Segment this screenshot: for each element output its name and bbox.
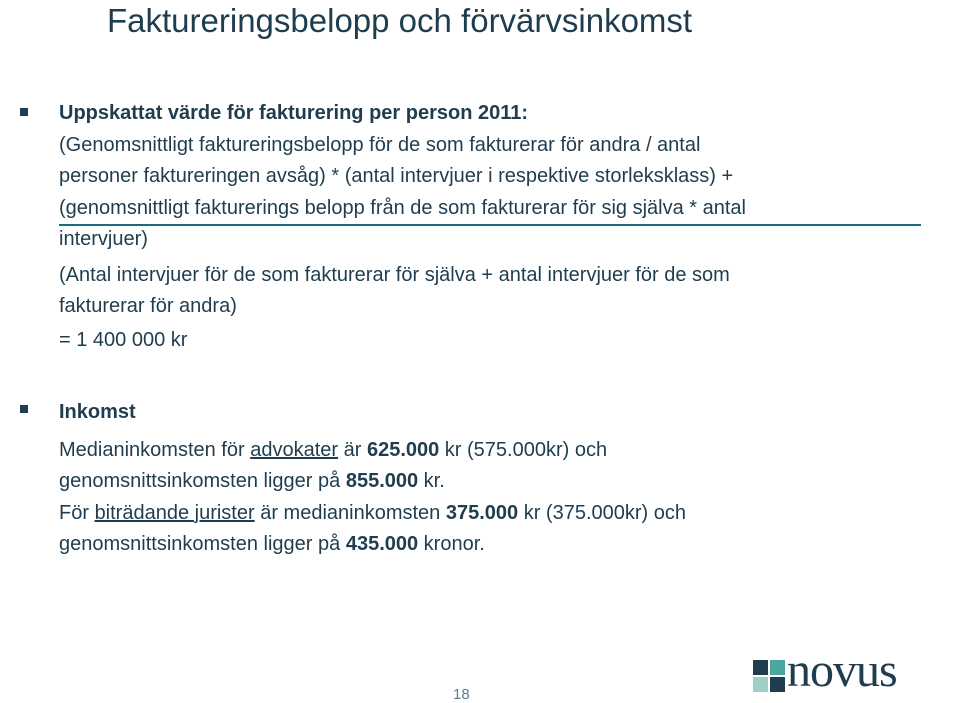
logo-text: novus <box>787 644 897 697</box>
novus-logo <box>753 644 958 697</box>
section-heading: Inkomst <box>59 401 136 423</box>
logo-squares-icon <box>753 660 789 694</box>
logo-square <box>770 660 785 675</box>
advokater-link[interactable]: advokater <box>250 438 339 461</box>
section-inkomst <box>59 397 686 561</box>
formula-denominator-line: (Antal intervjuer för de som fakturerar för själva + antal intervjuer för de som <box>59 263 730 286</box>
bullet-square-icon <box>20 108 28 116</box>
income-line: genomsnittsinkomsten ligger på 435.000 kronor. <box>59 533 485 555</box>
section-heading: Uppskattat värde för fakturering per person 2011: <box>59 102 529 124</box>
formula-numerator-line: intervjuer) <box>59 228 148 250</box>
slide-title: Faktureringsbelopp och förvärvsinkomst <box>107 2 693 39</box>
fraction-divider <box>59 224 921 226</box>
logo-square <box>770 677 785 692</box>
income-line: Medianinkomsten för advokater är 625.000 kr (575.000kr) och <box>59 438 608 461</box>
income-line: För biträdande jurister är medianinkomsten 375.000 kr (375.000kr) och <box>59 501 687 524</box>
logo-square <box>753 677 768 692</box>
income-line: genomsnittsinkomsten ligger på 855.000 kr. <box>59 470 445 492</box>
formula-numerator-line: (Genomsnittligt faktureringsbelopp för de som fakturerar för andra / antal <box>59 133 701 156</box>
formula-numerator-line: personer faktureringen avsåg) * (antal intervjuer i respektive storleksklass) + <box>59 165 734 187</box>
formula-result: = 1 400 000 kr <box>59 328 188 351</box>
formula-denominator-line: fakturerar för andra) <box>59 295 237 317</box>
page-number: 18 <box>453 686 470 703</box>
bullet-square-icon <box>20 405 28 413</box>
section-fakturering <box>59 98 746 356</box>
logo-square <box>753 660 768 675</box>
bitradande-jurister-link[interactable]: biträdande jurister <box>94 501 255 524</box>
formula-numerator-line: (genomsnittligt fakturerings belopp från de som fakturerar för sig själva * antal <box>59 196 747 219</box>
